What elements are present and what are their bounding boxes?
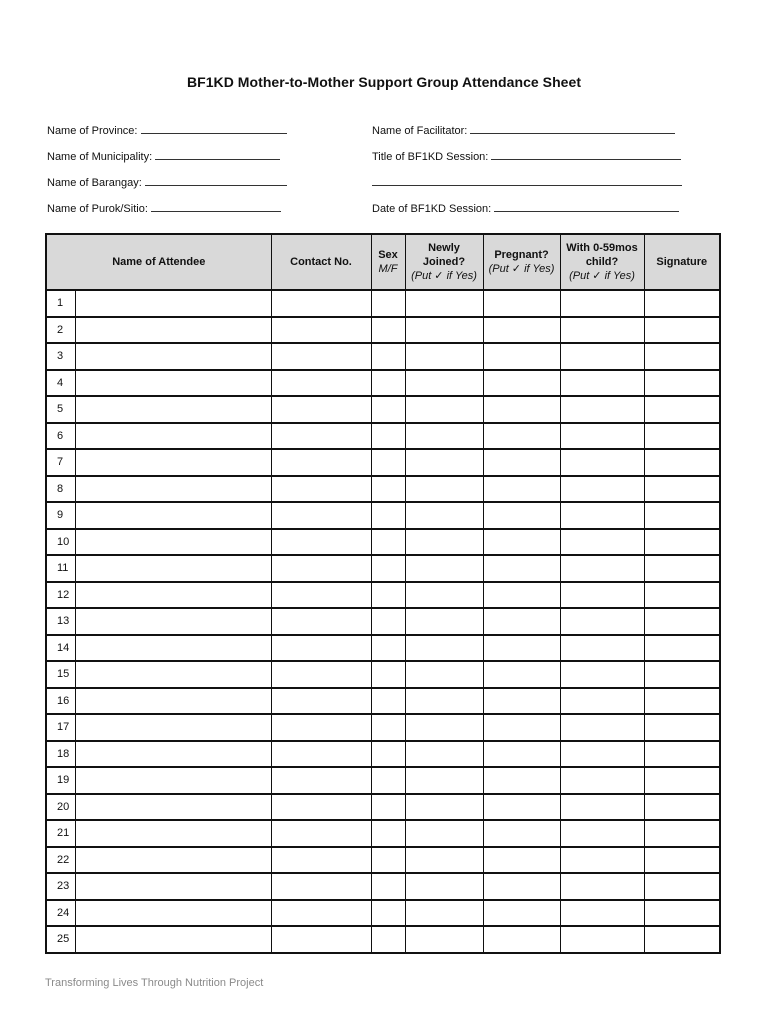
with-child-cell[interactable]	[560, 688, 644, 715]
contact-no-cell[interactable]	[271, 820, 371, 847]
sex-cell[interactable]	[371, 317, 405, 344]
session-title-continued-field[interactable]	[372, 175, 682, 190]
pregnant-cell[interactable]	[483, 873, 560, 900]
newly-joined-cell[interactable]	[405, 926, 483, 953]
table-row	[46, 396, 720, 423]
with-child-cell[interactable]	[560, 396, 644, 423]
table-row	[46, 502, 720, 529]
pregnant-cell[interactable]	[483, 449, 560, 476]
attendee-name-cell[interactable]	[75, 661, 271, 688]
pregnant-cell[interactable]	[483, 476, 560, 503]
session-date-field[interactable]	[372, 201, 679, 216]
signature-cell[interactable]	[644, 900, 720, 927]
contact-no-cell[interactable]	[271, 767, 371, 794]
contact-no-cell[interactable]	[271, 370, 371, 397]
with-child-cell[interactable]	[560, 926, 644, 953]
row-number: 13	[46, 608, 75, 635]
municipality-field[interactable]	[47, 149, 280, 164]
newly-joined-cell[interactable]	[405, 741, 483, 768]
attendee-name-cell[interactable]	[75, 317, 271, 344]
attendee-name-cell[interactable]	[75, 900, 271, 927]
barangay-field[interactable]	[47, 175, 287, 190]
with-child-cell[interactable]	[560, 317, 644, 344]
contact-no-cell[interactable]	[271, 741, 371, 768]
municipality-label: Name of Municipality:	[47, 151, 153, 163]
attendee-name-cell[interactable]	[75, 741, 271, 768]
contact-no-cell[interactable]	[271, 847, 371, 874]
session-title-continued-blank[interactable]	[372, 175, 682, 186]
sex-cell[interactable]	[371, 741, 405, 768]
pregnant-cell[interactable]	[483, 635, 560, 662]
contact-no-cell[interactable]	[271, 343, 371, 370]
newly-joined-cell[interactable]	[405, 502, 483, 529]
sex-cell[interactable]	[371, 608, 405, 635]
table-row	[46, 741, 720, 768]
attendee-name-cell[interactable]	[75, 688, 271, 715]
attendee-name-cell[interactable]	[75, 396, 271, 423]
attendee-name-cell[interactable]	[75, 343, 271, 370]
header-signature: Signature	[644, 234, 720, 290]
with-child-cell[interactable]	[560, 767, 644, 794]
with-child-cell[interactable]	[560, 608, 644, 635]
with-child-cell[interactable]	[560, 794, 644, 821]
attendee-name-cell[interactable]	[75, 423, 271, 450]
attendee-name-cell[interactable]	[75, 449, 271, 476]
with-child-cell[interactable]	[560, 476, 644, 503]
row-number: 5	[46, 396, 75, 423]
newly-joined-cell[interactable]	[405, 820, 483, 847]
pregnant-cell[interactable]	[483, 502, 560, 529]
contact-no-cell[interactable]	[271, 900, 371, 927]
signature-cell[interactable]	[644, 396, 720, 423]
contact-no-cell[interactable]	[271, 555, 371, 582]
attendee-name-cell[interactable]	[75, 820, 271, 847]
sex-cell[interactable]	[371, 343, 405, 370]
with-child-cell[interactable]	[560, 555, 644, 582]
row-number: 21	[46, 820, 75, 847]
contact-no-cell[interactable]	[271, 608, 371, 635]
attendee-name-cell[interactable]	[75, 635, 271, 662]
signature-cell[interactable]	[644, 555, 720, 582]
with-child-cell[interactable]	[560, 423, 644, 450]
attendee-name-cell[interactable]	[75, 582, 271, 609]
row-number: 18	[46, 741, 75, 768]
attendee-name-cell[interactable]	[75, 502, 271, 529]
contact-no-cell[interactable]	[271, 449, 371, 476]
sex-cell[interactable]	[371, 449, 405, 476]
row-number: 3	[46, 343, 75, 370]
row-number: 15	[46, 661, 75, 688]
table-row	[46, 449, 720, 476]
pregnant-cell[interactable]	[483, 423, 560, 450]
sex-cell[interactable]	[371, 873, 405, 900]
header-pregnant-label: Pregnant?	[494, 249, 549, 261]
facilitator-field[interactable]	[372, 123, 675, 138]
sex-cell[interactable]	[371, 635, 405, 662]
attendee-name-cell[interactable]	[75, 873, 271, 900]
newly-joined-cell[interactable]	[405, 317, 483, 344]
row-number: 2	[46, 317, 75, 344]
newly-joined-cell[interactable]	[405, 847, 483, 874]
with-child-cell[interactable]	[560, 900, 644, 927]
signature-cell[interactable]	[644, 847, 720, 874]
session-title-blank[interactable]	[491, 149, 681, 160]
pregnant-cell[interactable]	[483, 847, 560, 874]
header-with-child-sub: (Put ✓ if Yes)	[569, 270, 635, 282]
newly-joined-cell[interactable]	[405, 370, 483, 397]
header-newly-joined	[405, 234, 483, 290]
contact-no-cell[interactable]	[271, 635, 371, 662]
signature-cell[interactable]	[644, 608, 720, 635]
row-number: 11	[46, 555, 75, 582]
newly-joined-cell[interactable]	[405, 688, 483, 715]
newly-joined-cell[interactable]	[405, 343, 483, 370]
with-child-cell[interactable]	[560, 343, 644, 370]
pregnant-cell[interactable]	[483, 317, 560, 344]
newly-joined-cell[interactable]	[405, 714, 483, 741]
row-number: 25	[46, 926, 75, 953]
signature-cell[interactable]	[644, 423, 720, 450]
table-row	[46, 317, 720, 344]
sex-cell[interactable]	[371, 661, 405, 688]
newly-joined-cell[interactable]	[405, 582, 483, 609]
header-newly-joined-sub: (Put ✓ if Yes)	[411, 270, 477, 282]
header-newly-joined-label: Newly Joined?	[422, 242, 466, 268]
newly-joined-cell[interactable]	[405, 661, 483, 688]
pregnant-cell[interactable]	[483, 688, 560, 715]
purok-sitio-blank[interactable]	[151, 201, 281, 212]
signature-cell[interactable]	[644, 794, 720, 821]
sex-cell[interactable]	[371, 423, 405, 450]
row-number: 20	[46, 794, 75, 821]
pregnant-cell[interactable]	[483, 582, 560, 609]
pregnant-cell[interactable]	[483, 396, 560, 423]
attendee-name-cell[interactable]	[75, 476, 271, 503]
signature-cell[interactable]	[644, 741, 720, 768]
session-title-field[interactable]	[372, 149, 681, 164]
contact-no-cell[interactable]	[271, 529, 371, 556]
contact-no-cell[interactable]	[271, 688, 371, 715]
table-row	[46, 688, 720, 715]
row-number: 8	[46, 476, 75, 503]
row-number: 16	[46, 688, 75, 715]
pregnant-cell[interactable]	[483, 608, 560, 635]
pregnant-cell[interactable]	[483, 661, 560, 688]
header-name-of-attendee: Name of Attendee	[46, 234, 271, 290]
newly-joined-cell[interactable]	[405, 794, 483, 821]
header-pregnant-sub: (Put ✓ if Yes)	[488, 263, 555, 275]
signature-cell[interactable]	[644, 529, 720, 556]
newly-joined-cell[interactable]	[405, 555, 483, 582]
sex-cell[interactable]	[371, 555, 405, 582]
signature-cell[interactable]	[644, 290, 720, 317]
with-child-cell[interactable]	[560, 290, 644, 317]
row-number: 23	[46, 873, 75, 900]
table-row	[46, 900, 720, 927]
header-pregnant	[483, 234, 560, 290]
barangay-blank[interactable]	[145, 175, 287, 186]
table-row	[46, 582, 720, 609]
attendee-name-cell[interactable]	[75, 290, 271, 317]
attendee-name-cell[interactable]	[75, 714, 271, 741]
contact-no-cell[interactable]	[271, 502, 371, 529]
sex-cell[interactable]	[371, 529, 405, 556]
session-date-blank[interactable]	[494, 201, 679, 212]
signature-cell[interactable]	[644, 635, 720, 662]
contact-no-cell[interactable]	[271, 423, 371, 450]
with-child-cell[interactable]	[560, 529, 644, 556]
facilitator-blank[interactable]	[470, 123, 675, 134]
row-number: 6	[46, 423, 75, 450]
province-field[interactable]	[47, 123, 287, 138]
row-number: 10	[46, 529, 75, 556]
table-row	[46, 476, 720, 503]
newly-joined-cell[interactable]	[405, 449, 483, 476]
sex-cell[interactable]	[371, 794, 405, 821]
table-row	[46, 847, 720, 874]
attendee-name-cell[interactable]	[75, 555, 271, 582]
header-sex	[371, 234, 405, 290]
signature-cell[interactable]	[644, 502, 720, 529]
table-row	[46, 423, 720, 450]
table-body	[46, 290, 720, 953]
with-child-cell[interactable]	[560, 820, 644, 847]
session-title-label: Title of BF1KD Session:	[372, 151, 489, 163]
pregnant-cell[interactable]	[483, 714, 560, 741]
sex-cell[interactable]	[371, 767, 405, 794]
sex-cell[interactable]	[371, 290, 405, 317]
sex-cell[interactable]	[371, 820, 405, 847]
newly-joined-cell[interactable]	[405, 608, 483, 635]
signature-cell[interactable]	[644, 476, 720, 503]
signature-cell[interactable]	[644, 926, 720, 953]
newly-joined-cell[interactable]	[405, 635, 483, 662]
attendee-name-cell[interactable]	[75, 608, 271, 635]
newly-joined-cell[interactable]	[405, 767, 483, 794]
contact-no-cell[interactable]	[271, 873, 371, 900]
table-row	[46, 926, 720, 953]
pregnant-cell[interactable]	[483, 370, 560, 397]
signature-cell[interactable]	[644, 767, 720, 794]
row-number: 12	[46, 582, 75, 609]
contact-no-cell[interactable]	[271, 794, 371, 821]
row-number: 4	[46, 370, 75, 397]
sex-cell[interactable]	[371, 900, 405, 927]
sex-cell[interactable]	[371, 502, 405, 529]
with-child-cell[interactable]	[560, 741, 644, 768]
newly-joined-cell[interactable]	[405, 873, 483, 900]
signature-cell[interactable]	[644, 449, 720, 476]
header-with-child-label: With 0-59mos child?	[566, 242, 638, 268]
header-with-child	[560, 234, 644, 290]
sex-cell[interactable]	[371, 714, 405, 741]
sex-cell[interactable]	[371, 396, 405, 423]
row-number: 19	[46, 767, 75, 794]
with-child-cell[interactable]	[560, 873, 644, 900]
province-label: Name of Province:	[47, 125, 138, 137]
with-child-cell[interactable]	[560, 502, 644, 529]
with-child-cell[interactable]	[560, 449, 644, 476]
table-row	[46, 794, 720, 821]
attendee-name-cell[interactable]	[75, 370, 271, 397]
newly-joined-cell[interactable]	[405, 290, 483, 317]
pregnant-cell[interactable]	[483, 555, 560, 582]
row-number: 14	[46, 635, 75, 662]
facilitator-label: Name of Facilitator:	[372, 125, 468, 137]
with-child-cell[interactable]	[560, 370, 644, 397]
signature-cell[interactable]	[644, 582, 720, 609]
province-blank[interactable]	[141, 123, 287, 134]
contact-no-cell[interactable]	[271, 661, 371, 688]
table-row	[46, 343, 720, 370]
signature-cell[interactable]	[644, 317, 720, 344]
sex-cell[interactable]	[371, 847, 405, 874]
signature-cell[interactable]	[644, 661, 720, 688]
purok-sitio-field[interactable]	[47, 201, 281, 216]
attendance-table	[45, 233, 721, 954]
with-child-cell[interactable]	[560, 661, 644, 688]
sex-cell[interactable]	[371, 926, 405, 953]
table-row	[46, 873, 720, 900]
pregnant-cell[interactable]	[483, 900, 560, 927]
attendee-name-cell[interactable]	[75, 794, 271, 821]
contact-no-cell[interactable]	[271, 714, 371, 741]
attendee-name-cell[interactable]	[75, 767, 271, 794]
purok-sitio-label: Name of Purok/Sitio:	[47, 203, 148, 215]
newly-joined-cell[interactable]	[405, 476, 483, 503]
signature-cell[interactable]	[644, 873, 720, 900]
row-number: 24	[46, 900, 75, 927]
newly-joined-cell[interactable]	[405, 396, 483, 423]
pregnant-cell[interactable]	[483, 926, 560, 953]
contact-no-cell[interactable]	[271, 290, 371, 317]
barangay-label: Name of Barangay:	[47, 177, 142, 189]
row-number: 9	[46, 502, 75, 529]
table-row	[46, 661, 720, 688]
newly-joined-cell[interactable]	[405, 529, 483, 556]
pregnant-cell[interactable]	[483, 741, 560, 768]
attendee-name-cell[interactable]	[75, 529, 271, 556]
attendee-name-cell[interactable]	[75, 926, 271, 953]
sex-cell[interactable]	[371, 370, 405, 397]
table-row	[46, 635, 720, 662]
newly-joined-cell[interactable]	[405, 423, 483, 450]
newly-joined-cell[interactable]	[405, 900, 483, 927]
with-child-cell[interactable]	[560, 582, 644, 609]
signature-cell[interactable]	[644, 370, 720, 397]
with-child-cell[interactable]	[560, 714, 644, 741]
signature-cell[interactable]	[644, 343, 720, 370]
pregnant-cell[interactable]	[483, 794, 560, 821]
table-row	[46, 370, 720, 397]
row-number: 7	[46, 449, 75, 476]
pregnant-cell[interactable]	[483, 767, 560, 794]
contact-no-cell[interactable]	[271, 396, 371, 423]
sex-cell[interactable]	[371, 688, 405, 715]
pregnant-cell[interactable]	[483, 343, 560, 370]
pregnant-cell[interactable]	[483, 290, 560, 317]
pregnant-cell[interactable]	[483, 529, 560, 556]
contact-no-cell[interactable]	[271, 476, 371, 503]
signature-cell[interactable]	[644, 714, 720, 741]
pregnant-cell[interactable]	[483, 820, 560, 847]
header-contact-no: Contact No.	[271, 234, 371, 290]
table-row	[46, 714, 720, 741]
table-row	[46, 820, 720, 847]
contact-no-cell[interactable]	[271, 582, 371, 609]
municipality-blank[interactable]	[155, 149, 280, 160]
with-child-cell[interactable]	[560, 847, 644, 874]
row-number: 17	[46, 714, 75, 741]
row-number: 22	[46, 847, 75, 874]
contact-no-cell[interactable]	[271, 317, 371, 344]
table-row	[46, 529, 720, 556]
row-number: 1	[46, 290, 75, 317]
page-title: BF1KD Mother-to-Mother Support Group Attendance Sheet	[186, 74, 582, 90]
table-header-row	[46, 234, 720, 290]
table-row	[46, 608, 720, 635]
table-row	[46, 290, 720, 317]
attendee-name-cell[interactable]	[75, 847, 271, 874]
sex-cell[interactable]	[371, 582, 405, 609]
session-date-label: Date of BF1KD Session:	[372, 203, 492, 215]
footer-project-name: Transforming Lives Through Nutrition Project	[45, 977, 264, 989]
signature-cell[interactable]	[644, 688, 720, 715]
header-sex-label: Sex	[378, 249, 398, 261]
table-row	[46, 555, 720, 582]
signature-cell[interactable]	[644, 820, 720, 847]
contact-no-cell[interactable]	[271, 926, 371, 953]
with-child-cell[interactable]	[560, 635, 644, 662]
header-sex-sub: M/F	[378, 263, 398, 275]
sex-cell[interactable]	[371, 476, 405, 503]
table-row	[46, 767, 720, 794]
